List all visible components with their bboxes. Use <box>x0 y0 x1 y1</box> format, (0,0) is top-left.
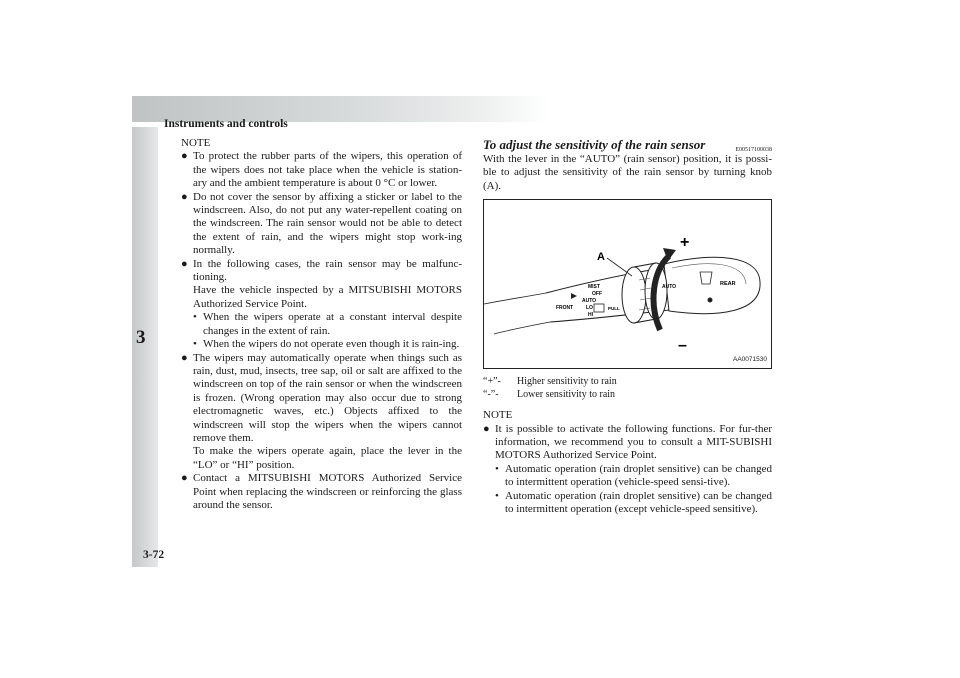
note-bullet <box>483 423 772 517</box>
bullet-dot-icon: ● <box>181 150 188 163</box>
bullet-text: To protect the rubber parts of the wipers, this operation of the wipers does not take place when the vehicle is station-ary and the ambient temperature is about 0 °C or lower. <box>193 150 462 190</box>
bullet-dot-icon: ● <box>181 257 188 270</box>
bullet-text: In the following cases, the rain sensor may be malfunc-tioning. <box>193 257 462 284</box>
intro-paragraph: With the lever in the “AUTO” (rain sensor) position, it is possi-ble to adjust the sensitivity of the rain sensor by turning knob (A). <box>483 153 772 192</box>
section-code: E00517100038 <box>735 147 772 153</box>
auto-lever-label: AUTO <box>582 298 597 305</box>
sub-item <box>495 490 772 517</box>
chapter-number: 3 <box>136 327 146 348</box>
sub-item <box>193 311 462 338</box>
sub-bullet-icon: • <box>193 311 197 324</box>
section-title <box>483 137 772 153</box>
lo-label: LO <box>586 305 593 312</box>
rear-label: REAR <box>720 281 736 288</box>
off-label: OFF <box>592 291 602 298</box>
legend-value: Lower sensitivity to rain <box>517 389 616 401</box>
note-bullet <box>181 150 462 190</box>
sub-item-text: Automatic operation (rain droplet sensitive) can be changed to intermittent operation (vehicle-speed sensi-tive). <box>505 462 772 489</box>
section-title-text: To adjust the sensitivity of the rain sensor <box>483 137 706 152</box>
note-label: NOTE <box>483 409 513 422</box>
sub-bullet-icon: • <box>495 489 499 502</box>
note-bullet <box>181 472 462 512</box>
bullet-extra-text: Have the vehicle inspected by a MITSUBISHI MOTORS Authorized Service Point. <box>193 284 462 310</box>
legend-key: “+”- <box>483 376 501 388</box>
bullet-extra-text: To make the wipers operate again, place the lever in the “LO” or “HI” position. <box>193 445 462 471</box>
note-bullet <box>181 352 462 473</box>
wiper-lever-illustration <box>484 200 771 368</box>
sub-item <box>193 338 462 351</box>
plus-label: + <box>680 234 690 252</box>
legend-row <box>483 375 772 388</box>
sub-item-text: Automatic operation (rain droplet sensitive) can be changed to intermittent operation (except vehicle-speed sensitive). <box>505 489 772 516</box>
note-bullet <box>181 258 462 352</box>
wiper-lever-figure <box>483 199 772 369</box>
auto-knob-label: AUTO <box>662 284 677 291</box>
bullet-dot-icon: ● <box>483 422 490 435</box>
bullet-text: Do not cover the sensor by affixing a sticker or label to the windscreen. Also, do not put any water-repellent coating on the windscreen. The rain sensor would not be able to detect the extent of rain, and the wipers might stop work-ing normally. <box>193 190 462 257</box>
mist-label: MIST <box>588 284 600 291</box>
bullet-dot-icon: ● <box>181 351 188 364</box>
legend-key: “-”- <box>483 389 499 401</box>
bullet-dot-icon: ● <box>181 190 188 203</box>
page-header-title: Instruments and controls <box>164 118 288 130</box>
sub-item-text: When the wipers operate at a constant interval despite changes in the extent of rain. <box>203 311 462 337</box>
knob-a-label: A <box>597 251 605 264</box>
note-bullet <box>181 191 462 258</box>
bullet-text: Contact a MITSUBISHI MOTORS Authorized Service Point when replacing the windscreen or reinforcing the glass around the sensor. <box>193 472 462 511</box>
sub-item <box>495 463 772 490</box>
sub-bullet-icon: • <box>495 462 499 475</box>
note-label: NOTE <box>181 137 211 149</box>
bullet-text: The wipers may automatically operate when things such as rain, dust, mud, insects, tree sap, oil or salt are affixed to the windscreen on top of the rain sensor or when the windscreen is frozen. (Wrong operation may also occur due to strong electromagnetic waves, etc.) Objects affixed to the windscreen will stop the wipers when the wipers cannot remove them. <box>193 351 462 444</box>
front-label: FRONT <box>556 305 574 312</box>
legend-row <box>483 388 772 401</box>
bullet-dot-icon: ● <box>181 472 188 485</box>
pull-label: PULL <box>608 306 620 312</box>
right-column <box>483 137 772 516</box>
hi-label: HI <box>588 312 593 319</box>
sub-item-text: When the wipers do not operate even though it is rain-ing. <box>203 338 460 351</box>
sub-bullet-icon: • <box>193 338 197 351</box>
figure-id: AA0071530 <box>733 355 767 363</box>
page-number: 3-72 <box>143 549 165 561</box>
minus-label: – <box>678 337 687 355</box>
left-column <box>181 137 462 512</box>
legend-value: Higher sensitivity to rain <box>517 376 617 388</box>
bullet-text: It is possible to activate the following functions. For fur-ther information, we recommend you to consult a MIT-SUBISHI MOTORS Authorized Service Point. <box>495 422 772 462</box>
